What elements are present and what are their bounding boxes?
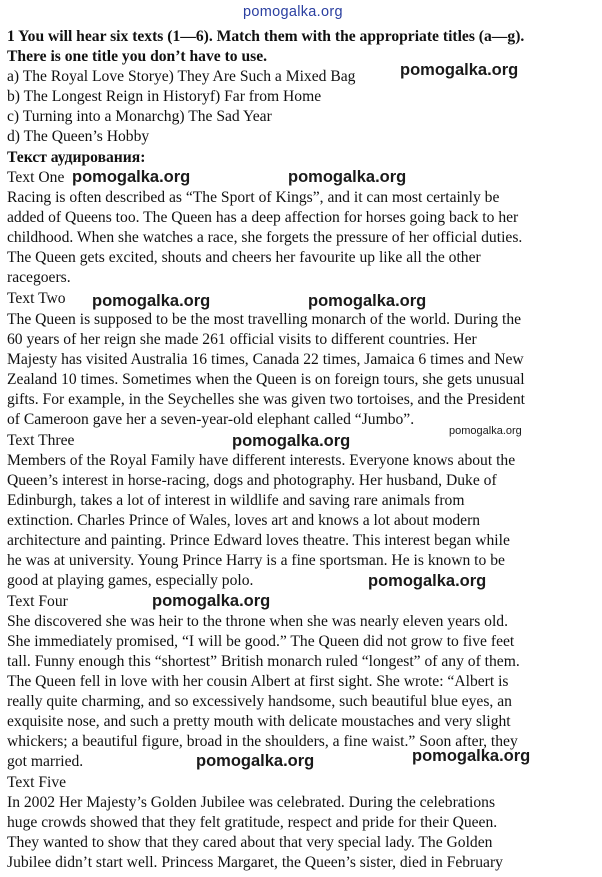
text-one-line: Racing is often described as “The Sport of Kings”, and it can most certainly be [7,189,500,206]
text-two-line: Majesty has visited Australia 16 times, Canada 22 times, Jamaica 6 times and New [7,351,524,368]
task-instruction: 1 You will hear six texts (1—6). Match them with the appropriate titles (a—g). [7,28,525,45]
text-one-heading: Text One [7,169,65,186]
text-two-line: 60 years of her reign she made 261 official visits to different countries. Her [7,331,477,348]
text-three-line: Members of the Royal Family have different interests. Everyone knows about the [7,452,516,469]
watermark-overlay: pomogalka.org [196,752,315,770]
transcript-heading: Текст аудирования: [7,149,146,166]
text-four-line: really quite charming, and so excessively handsome, such beautiful blue eyes, an [7,693,512,710]
option-line-b-f: b) The Longest Reign in Historyf) Far from Home [7,88,322,105]
text-four-line: She immediately promised, “I will be good.” The Queen did not grow to five feet [7,633,515,650]
text-four-line: whickers; a beautiful figure, broad in the shoulders, a fine waist.” Soon after, they [7,733,518,750]
text-three-line: extinction. Charles Prince of Wales, loves art and knows a lot about modern [7,512,481,529]
text-one-line: racegoers. [7,269,71,286]
text-five-heading: Text Five [7,774,67,791]
watermark-overlay: pomogalka.org [72,168,191,186]
watermark-overlay: pomogalka.org [400,61,519,79]
watermark-overlay-small: pomogalka.org [449,425,522,437]
text-four-heading: Text Four [7,593,68,610]
text-two-heading: Text Two [7,290,66,307]
text-three-line: Queen’s interest in horse-racing, dogs and photography. Her husband, Duke of [7,472,497,489]
text-five-line: huge crowds showed that they felt gratitude, respect and pride for their Queen. [7,814,498,831]
watermark-overlay: pomogalka.org [152,592,271,610]
text-one-line: added of Queens too. The Queen has a deep affection for horses going back to her [7,209,519,226]
text-five-line: Jubilee didn’t start well. Princess Margaret, the Queen’s sister, died in February [7,854,503,871]
text-five-line: In 2002 Her Majesty’s Golden Jubilee was celebrated. During the celebrations [7,794,496,811]
text-five-line: They wanted to show that they cared about that very special lady. The Golden [7,834,493,851]
text-one-line: The Queen gets excited, shouts and cheers her favourite up like all the other [7,249,481,266]
text-four-line: exquisite nose, and such a pretty mouth with delicate moustaches and very slight [7,713,511,730]
text-four-line: The Queen fell in love with her cousin Albert at first sight. She wrote: “Albert is [7,673,509,690]
watermark-overlay: pomogalka.org [92,292,211,310]
option-line-a-e: a) The Royal Love Storye) They Are Such a Mixed Bag [7,68,356,85]
task-note: There is one title you don’t have to use. [7,48,268,65]
text-two-line: Zealand 10 times. Sometimes when the Queen is on foreign tours, she gets unusual [7,371,525,388]
text-three-line: he was at university. Young Prince Harry is a fine sportsman. He is known to be [7,552,505,569]
text-one-line: childhood. When she watches a race, she forgets the pressure of her official duties. [7,229,523,246]
text-four-line: got married. [7,753,84,770]
text-three-line: good at playing games, especially polo. [7,572,254,589]
watermark-overlay: pomogalka.org [368,572,487,590]
text-three-line: architecture and painting. Prince Edward loves theatre. This interest began while [7,532,510,549]
text-three-line: Edinburgh, takes a lot of interest in wildlife and saving rare animals from [7,492,465,509]
text-two-line: gifts. For example, in the Seychelles she was given two tortoises, and the President [7,391,525,408]
option-line-d: d) The Queen’s Hobby [7,128,150,145]
text-two-line: The Queen is supposed to be the most travelling monarch of the world. During the [7,311,522,328]
watermark-overlay: pomogalka.org [308,292,427,310]
text-four-line: She discovered she was heir to the throne when she was nearly eleven years old. [7,613,509,630]
text-two-line: of Cameroon gave her a seven-year-old elephant called “Jumbo”. [7,411,415,428]
option-line-c-g: c) Turning into a Monarchg) The Sad Year [7,108,272,125]
text-three-heading: Text Three [7,432,75,449]
site-watermark-header[interactable]: pomogalka.org [243,4,343,20]
text-four-line: tall. Funny enough this “shortest” British monarch ruled “longest” of any of them. [7,653,520,670]
watermark-overlay: pomogalka.org [288,168,407,186]
watermark-overlay: pomogalka.org [232,432,351,450]
watermark-overlay: pomogalka.org [412,747,531,765]
